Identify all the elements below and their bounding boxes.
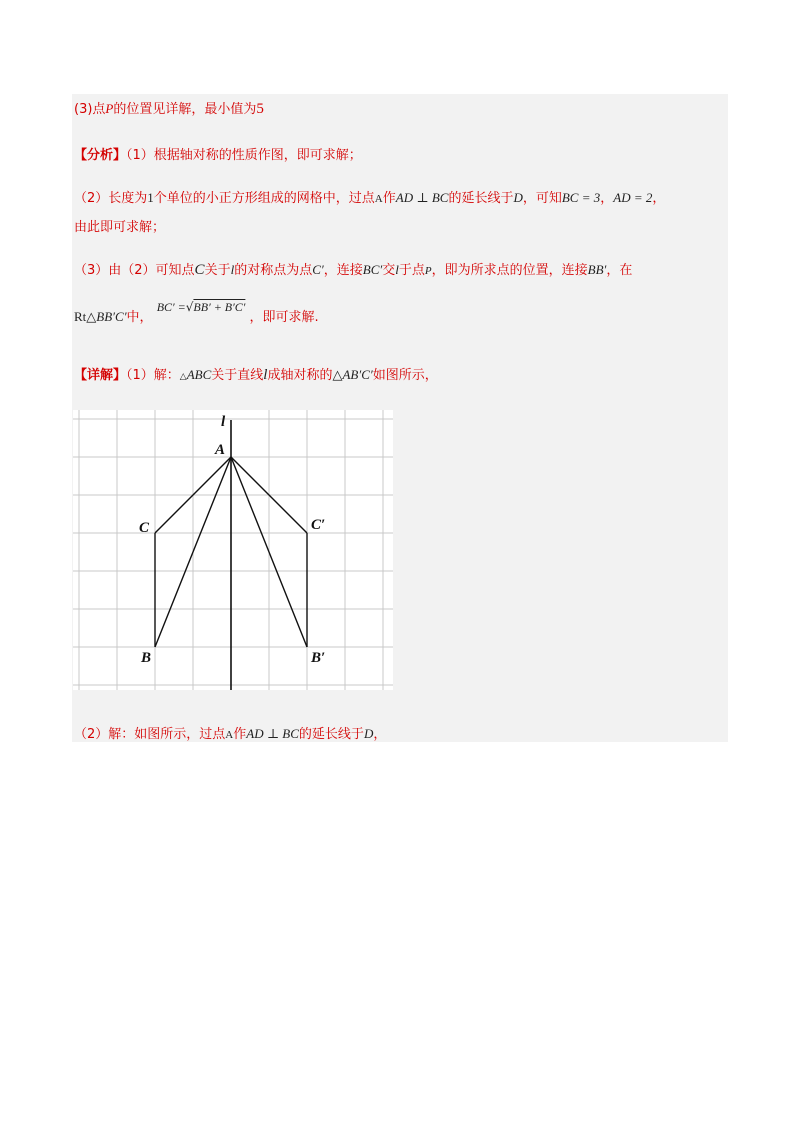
ad-equation: AD = 2 (613, 190, 653, 205)
text: （2）解：如图所示，过点 (74, 727, 226, 742)
point-c-prime: C′ (312, 262, 324, 277)
analysis-line-4 (74, 259, 632, 279)
point-c: C (194, 262, 205, 278)
point-a: A (225, 729, 234, 741)
grid-lines (73, 410, 393, 690)
label-c-prime: C′ (311, 517, 326, 533)
text: 如图所示， (372, 368, 438, 383)
point-d: D (363, 726, 374, 741)
analysis-line-5 (74, 300, 319, 325)
solution-line-1 (74, 364, 438, 384)
triangle-symbol: △ (86, 310, 97, 325)
text: ，可知 (522, 191, 562, 206)
text: 交 (382, 263, 396, 278)
segment-bc-prime: BC′ (362, 262, 383, 277)
triangle-name: BB′C′ (96, 309, 127, 324)
text: （3）由（2）可知点 (74, 263, 195, 278)
text: 由此即可求解； (74, 220, 166, 235)
text: ， (373, 727, 387, 742)
triangle-symbol: △ (179, 372, 187, 382)
triangle-ab-c-prime: AB′C′ (342, 367, 373, 382)
perp-expression: AD ⊥ BC (246, 726, 299, 741)
line-l: l (395, 262, 399, 277)
analysis-line-1 (74, 144, 362, 163)
segment-bb-prime: BB′ (587, 262, 607, 277)
text: 的延长线于 (298, 727, 364, 742)
answer-prefix: (3)点 (74, 102, 106, 117)
solution-line-2 (74, 723, 386, 742)
point-p: P (424, 265, 432, 277)
text: 作 (382, 191, 396, 206)
text: 成轴对称的 (267, 368, 333, 383)
text: 的对称点为点 (234, 263, 313, 278)
label-b-prime: B′ (311, 650, 326, 666)
analysis-text-1: （1）根据轴对称的性质作图，即可求解； (126, 148, 362, 163)
triangle-symbol: △ (332, 368, 343, 383)
text: （2）长度为 (74, 191, 148, 206)
text: 关于直线 (211, 368, 264, 383)
unit-one: 1 (147, 190, 154, 205)
text: 个单位的小正方形组成的网格中，过点 (153, 191, 375, 206)
min-value: 5 (256, 101, 264, 117)
label-a: A (215, 442, 226, 458)
analysis-tag: 【分析】 (74, 148, 127, 163)
label-c: C (139, 520, 150, 536)
line-l: l (263, 367, 268, 383)
sqrt-equation (157, 300, 250, 315)
radicand: BB′ + B′C′ (193, 300, 246, 314)
text: ， (600, 191, 614, 206)
point-a: A (374, 193, 383, 205)
text: 中， (126, 310, 153, 325)
symmetry-figure (73, 410, 393, 690)
label-l: l (221, 414, 226, 430)
equation-lhs: BC′ = (156, 300, 186, 314)
point-p: P (105, 101, 114, 116)
bc-equation: BC = 3 (561, 190, 601, 205)
line-l: l (230, 262, 235, 277)
sqrt-sign: √ (185, 300, 194, 314)
grid-diagram (73, 410, 393, 690)
text: ，在 (606, 263, 633, 278)
perp-expression: AD ⊥ BC (395, 190, 449, 205)
answer-text: 的位置见详解，最小值为 (113, 102, 257, 117)
text: 的延长线于 (448, 191, 514, 206)
triangle-abc: ABC (186, 367, 212, 382)
rt-label: Rt (74, 309, 87, 324)
text: （1）解： (126, 368, 180, 383)
point-d: D (513, 190, 523, 205)
text: ， (652, 191, 666, 206)
text: 于点 (398, 263, 425, 278)
text: 作 (233, 727, 247, 742)
label-b: B (141, 650, 152, 666)
text: 关于 (204, 263, 231, 278)
analysis-line-3 (74, 216, 165, 235)
answer-line-3 (74, 98, 264, 118)
text: ，即为所求点的位置，连接 (431, 263, 588, 278)
text: ，即可求解. (249, 310, 319, 325)
text: ，连接 (323, 263, 363, 278)
analysis-line-2 (74, 187, 665, 206)
solution-tag: 【详解】 (74, 368, 127, 383)
